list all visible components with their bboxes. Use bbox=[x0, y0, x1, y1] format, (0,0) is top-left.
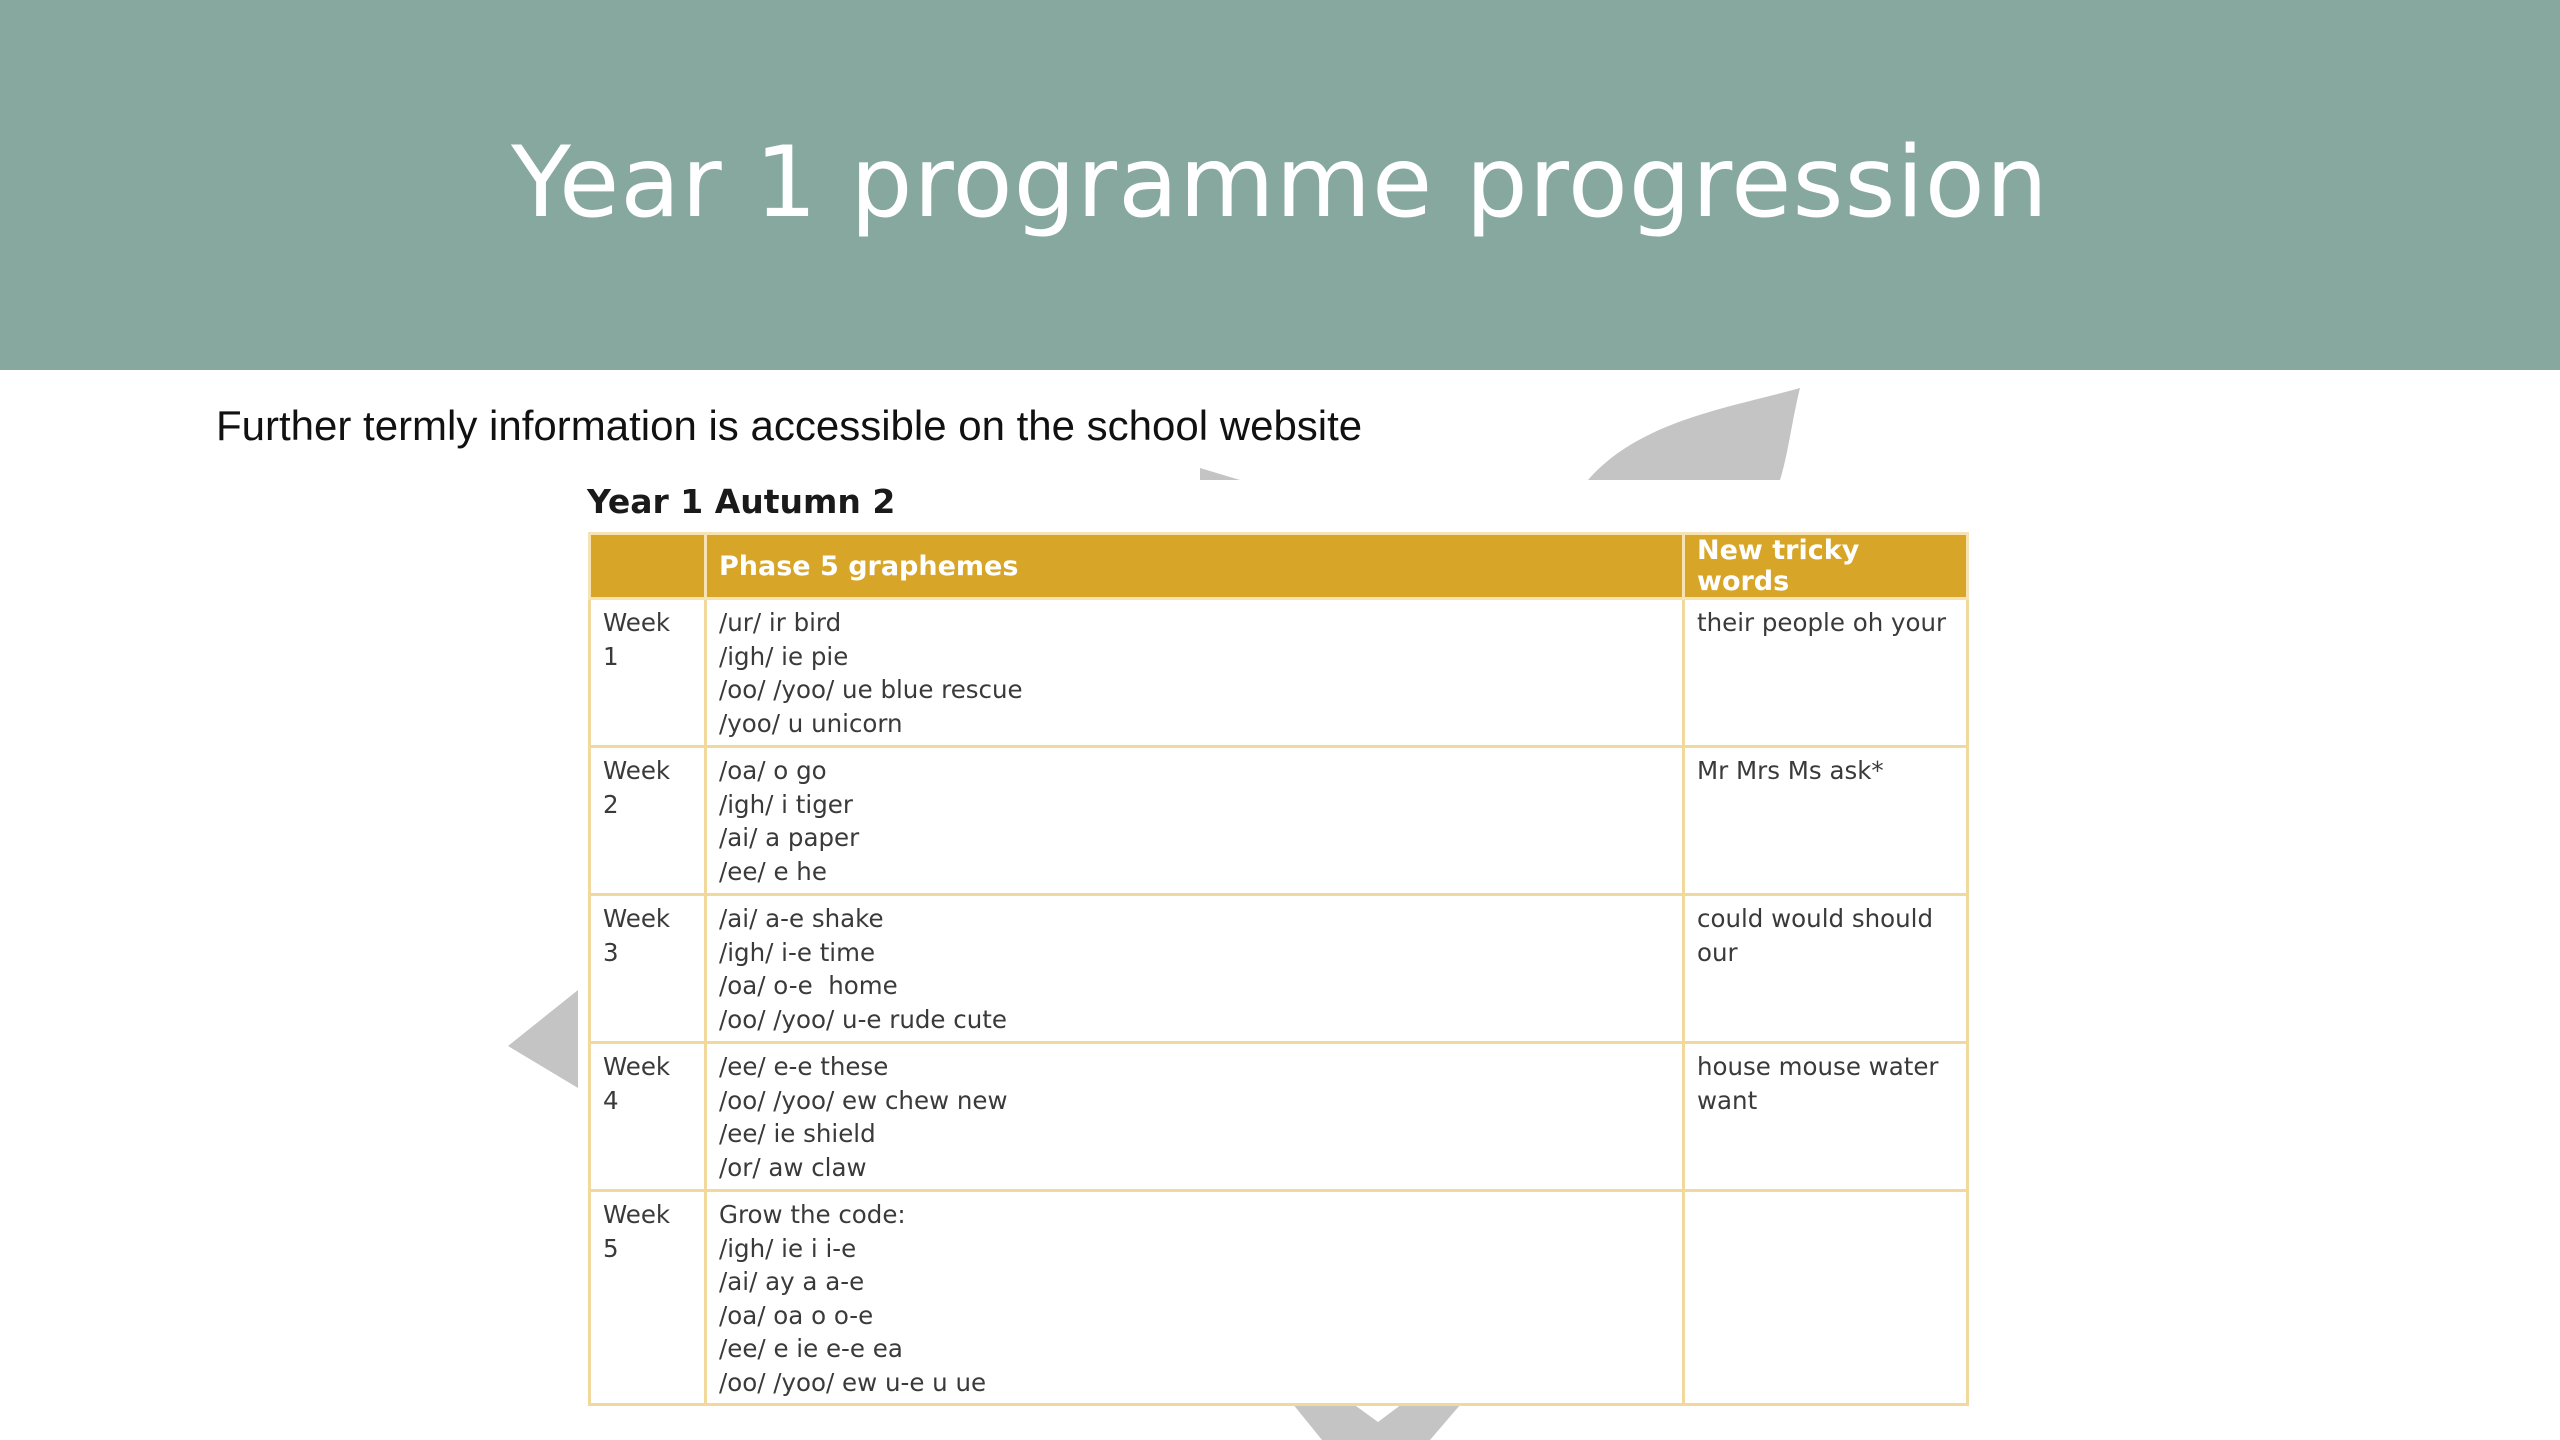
grapheme-line: /igh/ ie i i-e bbox=[719, 1233, 857, 1263]
grapheme-line: /igh/ i tiger bbox=[719, 789, 853, 819]
grapheme-line: /oa/ oa o o-e bbox=[719, 1300, 874, 1330]
grapheme-line: /yoo/ u unicorn bbox=[719, 708, 903, 738]
week-cell: Week 5 bbox=[590, 1191, 706, 1405]
tricky-words-line: want bbox=[1697, 1085, 1758, 1115]
grapheme-line: /or/ aw claw bbox=[719, 1152, 867, 1182]
grapheme-line: /oa/ o go bbox=[719, 756, 827, 785]
tricky-words-line: could would should bbox=[1697, 904, 1934, 933]
leaf-shape-top bbox=[1588, 388, 1800, 480]
subtitle-text: Further termly information is accessible on the school website bbox=[216, 402, 1363, 449]
progression-table bbox=[588, 532, 1969, 1406]
tricky-words-cell bbox=[1684, 747, 1968, 895]
term-heading: Year 1 Autumn 2 bbox=[587, 482, 896, 521]
graphemes-cell bbox=[706, 1043, 1684, 1191]
grapheme-line: /ee/ e he bbox=[719, 856, 827, 886]
grapheme-line: /ur/ ir bird bbox=[719, 608, 842, 637]
tricky-words-line: our bbox=[1697, 937, 1738, 967]
grapheme-line: /ai/ a paper bbox=[719, 823, 860, 852]
arrow-shape-left bbox=[508, 990, 578, 1088]
grapheme-line: /oo/ /yoo/ ew u-e u ue bbox=[719, 1367, 987, 1397]
graphemes-cell bbox=[706, 747, 1684, 895]
table-row bbox=[590, 747, 1968, 895]
table-row bbox=[590, 1043, 1968, 1191]
graphemes-cell bbox=[706, 1191, 1684, 1405]
week-cell: Week 1 bbox=[590, 599, 706, 747]
table-row bbox=[590, 895, 1968, 1043]
grapheme-line: /oo/ /yoo/ ew chew new bbox=[719, 1085, 1008, 1115]
sliver-shape-top bbox=[1200, 468, 1240, 480]
grapheme-line: /ai/ ay a a-e bbox=[719, 1267, 865, 1296]
tricky-words-cell bbox=[1684, 1043, 1968, 1191]
table-row bbox=[590, 1191, 1968, 1405]
tricky-words-line: house mouse water bbox=[1697, 1052, 1939, 1081]
week-cell: Week 2 bbox=[590, 747, 706, 895]
graphemes-cell bbox=[706, 599, 1684, 747]
week-cell: Week 4 bbox=[590, 1043, 706, 1191]
week-cell: Week 3 bbox=[590, 895, 706, 1043]
header-graphemes: Phase 5 graphemes bbox=[706, 534, 1684, 599]
table-row bbox=[590, 599, 1968, 747]
grapheme-line: /oo/ /yoo/ u-e rude cute bbox=[719, 1004, 1007, 1034]
tricky-words-cell bbox=[1684, 1191, 1968, 1405]
grapheme-line: /igh/ i-e time bbox=[719, 937, 876, 967]
tricky-words-line: their people oh your bbox=[1697, 608, 1947, 637]
slide-title: Year 1 programme progression bbox=[511, 126, 2049, 240]
grapheme-line: /igh/ ie pie bbox=[719, 641, 849, 671]
grapheme-line: /ai/ a-e shake bbox=[719, 904, 884, 933]
grapheme-line: Grow the code: bbox=[719, 1200, 906, 1229]
grapheme-line: /ee/ e ie e-e ea bbox=[719, 1334, 903, 1363]
graphemes-cell bbox=[706, 895, 1684, 1043]
tricky-words-cell bbox=[1684, 599, 1968, 747]
tricky-words-line: Mr Mrs Ms ask* bbox=[1697, 756, 1884, 785]
grapheme-line: /oa/ o-e home bbox=[719, 971, 898, 1000]
grapheme-line: /ee/ e-e these bbox=[719, 1052, 889, 1081]
tricky-words-cell bbox=[1684, 895, 1968, 1043]
header-tricky-words: New tricky words bbox=[1684, 534, 1968, 599]
header-week bbox=[590, 534, 706, 599]
table-header-row bbox=[590, 534, 1968, 599]
grapheme-line: /oo/ /yoo/ ue blue rescue bbox=[719, 675, 1023, 704]
grapheme-line: /ee/ ie shield bbox=[719, 1119, 876, 1148]
